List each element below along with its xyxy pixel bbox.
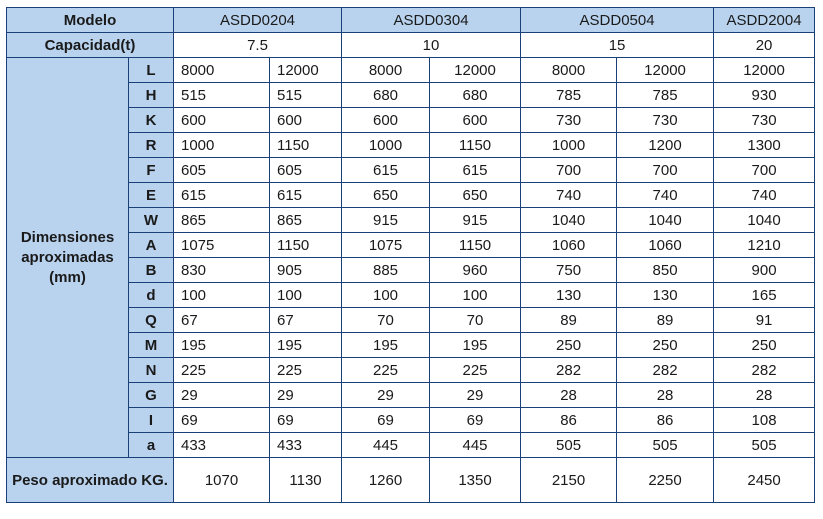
dimension-row <box>7 258 815 283</box>
weight-value-cell: 1350 <box>430 458 521 503</box>
dimension-value-cell: 600 <box>342 108 430 133</box>
dimension-value-cell: 600 <box>270 108 342 133</box>
dimension-value-cell: 1060 <box>521 233 617 258</box>
dimension-value-cell: 100 <box>270 283 342 308</box>
dimension-value-cell: 680 <box>430 83 521 108</box>
dimension-value-cell: 100 <box>430 283 521 308</box>
model-name-cell: ASDD2004 <box>714 8 815 33</box>
dimension-value-cell: 1150 <box>430 133 521 158</box>
dimension-parameter: d <box>129 283 174 308</box>
dimension-value-cell: 67 <box>270 308 342 333</box>
dimension-value-cell: 67 <box>174 308 270 333</box>
dimension-parameter: G <box>129 383 174 408</box>
dimension-parameter: F <box>129 158 174 183</box>
dimension-value-cell: 89 <box>521 308 617 333</box>
dimension-value-cell: 225 <box>342 358 430 383</box>
dimension-parameter: L <box>129 58 174 83</box>
dimension-value-cell: 70 <box>430 308 521 333</box>
dimension-row <box>7 358 815 383</box>
dimension-value-cell: 1150 <box>430 233 521 258</box>
dimension-value-cell: 29 <box>342 383 430 408</box>
dimension-value-cell: 930 <box>714 83 815 108</box>
weight-value-cell: 2450 <box>714 458 815 503</box>
dimension-value-cell: 8000 <box>521 58 617 83</box>
dimension-value-cell: 1075 <box>342 233 430 258</box>
dimension-value-cell: 445 <box>342 433 430 458</box>
dimension-parameter: B <box>129 258 174 283</box>
dimension-value-cell: 850 <box>617 258 714 283</box>
dimension-value-cell: 740 <box>714 183 815 208</box>
dimension-value-cell: 600 <box>174 108 270 133</box>
dimension-row <box>7 408 815 433</box>
dimension-value-cell: 433 <box>174 433 270 458</box>
dimension-parameter: I <box>129 408 174 433</box>
dimension-value-cell: 89 <box>617 308 714 333</box>
dimension-value-cell: 1040 <box>521 208 617 233</box>
dimension-value-cell: 70 <box>342 308 430 333</box>
dimension-value-cell: 960 <box>430 258 521 283</box>
weight-value-cell: 2150 <box>521 458 617 503</box>
dimension-value-cell: 445 <box>430 433 521 458</box>
dimension-value-cell: 740 <box>521 183 617 208</box>
dimension-value-cell: 1075 <box>174 233 270 258</box>
weight-value-cell: 2250 <box>617 458 714 503</box>
weight-row <box>7 458 815 503</box>
model-name-cell: ASDD0504 <box>521 8 714 33</box>
dimension-value-cell: 700 <box>521 158 617 183</box>
dimension-value-cell: 615 <box>174 183 270 208</box>
capacity-row <box>7 33 815 58</box>
dimension-value-cell: 225 <box>174 358 270 383</box>
dimension-value-cell: 750 <box>521 258 617 283</box>
dimension-row <box>7 383 815 408</box>
dimension-value-cell: 195 <box>270 333 342 358</box>
dimension-value-cell: 86 <box>617 408 714 433</box>
dimension-value-cell: 865 <box>174 208 270 233</box>
capacity-value-cell: 15 <box>521 33 714 58</box>
dimension-value-cell: 650 <box>342 183 430 208</box>
dimension-value-cell: 885 <box>342 258 430 283</box>
dimension-value-cell: 785 <box>617 83 714 108</box>
capacity-value-cell: 20 <box>714 33 815 58</box>
dimension-value-cell: 282 <box>714 358 815 383</box>
dimension-row <box>7 308 815 333</box>
dimension-value-cell: 700 <box>617 158 714 183</box>
dimension-value-cell: 195 <box>430 333 521 358</box>
dimension-value-cell: 730 <box>617 108 714 133</box>
dimension-value-cell: 282 <box>617 358 714 383</box>
dimension-value-cell: 282 <box>521 358 617 383</box>
capacity-header-label: Capacidad(t) <box>7 33 174 58</box>
dimension-row <box>7 333 815 358</box>
dimension-value-cell: 195 <box>342 333 430 358</box>
dimension-value-cell: 615 <box>430 158 521 183</box>
dimension-parameter: N <box>129 358 174 383</box>
dimension-value-cell: 505 <box>714 433 815 458</box>
dimension-value-cell: 250 <box>521 333 617 358</box>
model-name-cell: ASDD0304 <box>342 8 521 33</box>
dimension-value-cell: 505 <box>617 433 714 458</box>
dimension-value-cell: 225 <box>270 358 342 383</box>
dimension-value-cell: 86 <box>521 408 617 433</box>
dimension-value-cell: 69 <box>430 408 521 433</box>
dimension-row <box>7 208 815 233</box>
dimension-value-cell: 1040 <box>714 208 815 233</box>
dimension-row <box>7 133 815 158</box>
dimension-value-cell: 915 <box>342 208 430 233</box>
dimension-value-cell: 225 <box>430 358 521 383</box>
dimension-value-cell: 1060 <box>617 233 714 258</box>
dimension-value-cell: 515 <box>174 83 270 108</box>
dimension-value-cell: 650 <box>430 183 521 208</box>
dimension-value-cell: 615 <box>270 183 342 208</box>
dimension-value-cell: 740 <box>617 183 714 208</box>
model-name-cell: ASDD0204 <box>174 8 342 33</box>
dimension-parameter: W <box>129 208 174 233</box>
dimension-parameter: K <box>129 108 174 133</box>
dimension-value-cell: 1040 <box>617 208 714 233</box>
dimension-row <box>7 433 815 458</box>
dimension-value-cell: 29 <box>270 383 342 408</box>
capacity-value-cell: 7.5 <box>174 33 342 58</box>
dimension-value-cell: 12000 <box>617 58 714 83</box>
dimension-value-cell: 28 <box>714 383 815 408</box>
dimension-value-cell: 108 <box>714 408 815 433</box>
dimension-value-cell: 130 <box>521 283 617 308</box>
dimension-value-cell: 29 <box>174 383 270 408</box>
dimension-value-cell: 28 <box>521 383 617 408</box>
dimension-row <box>7 58 815 83</box>
dimension-value-cell: 1210 <box>714 233 815 258</box>
dimension-row <box>7 183 815 208</box>
dimension-value-cell: 605 <box>270 158 342 183</box>
dimension-value-cell: 1200 <box>617 133 714 158</box>
dimension-row <box>7 158 815 183</box>
dimension-value-cell: 700 <box>714 158 815 183</box>
dimension-parameter: H <box>129 83 174 108</box>
dimension-value-cell: 615 <box>342 158 430 183</box>
dimension-value-cell: 605 <box>174 158 270 183</box>
dimension-value-cell: 915 <box>430 208 521 233</box>
dimension-value-cell: 250 <box>714 333 815 358</box>
specification-table <box>6 7 815 503</box>
dimension-value-cell: 8000 <box>174 58 270 83</box>
dimension-value-cell: 91 <box>714 308 815 333</box>
dimension-value-cell: 515 <box>270 83 342 108</box>
dimensions-label: Dimensiones aproximadas (mm) <box>7 58 129 458</box>
dimension-parameter: E <box>129 183 174 208</box>
dimension-value-cell: 69 <box>342 408 430 433</box>
dimension-value-cell: 12000 <box>714 58 815 83</box>
dimension-value-cell: 12000 <box>270 58 342 83</box>
dimension-value-cell: 433 <box>270 433 342 458</box>
dimension-value-cell: 785 <box>521 83 617 108</box>
weight-value-cell: 1070 <box>174 458 270 503</box>
dimension-value-cell: 505 <box>521 433 617 458</box>
dimension-value-cell: 905 <box>270 258 342 283</box>
dimension-value-cell: 865 <box>270 208 342 233</box>
dimension-parameter: R <box>129 133 174 158</box>
dimension-value-cell: 12000 <box>430 58 521 83</box>
dimension-value-cell: 1150 <box>270 133 342 158</box>
dimension-value-cell: 730 <box>521 108 617 133</box>
model-row <box>7 8 815 33</box>
dimension-value-cell: 600 <box>430 108 521 133</box>
dimension-value-cell: 69 <box>270 408 342 433</box>
dimension-value-cell: 900 <box>714 258 815 283</box>
dimension-row <box>7 83 815 108</box>
weight-label: Peso aproximado KG. <box>7 458 174 503</box>
model-header-label: Modelo <box>7 8 174 33</box>
dimension-value-cell: 1150 <box>270 233 342 258</box>
dimension-value-cell: 1300 <box>714 133 815 158</box>
dimension-value-cell: 1000 <box>174 133 270 158</box>
dimension-value-cell: 1000 <box>521 133 617 158</box>
dimension-value-cell: 29 <box>430 383 521 408</box>
dimension-row <box>7 283 815 308</box>
dimension-value-cell: 69 <box>174 408 270 433</box>
dimension-value-cell: 1000 <box>342 133 430 158</box>
dimension-value-cell: 730 <box>714 108 815 133</box>
dimension-value-cell: 165 <box>714 283 815 308</box>
weight-value-cell: 1130 <box>270 458 342 503</box>
dimension-parameter: a <box>129 433 174 458</box>
dimension-value-cell: 8000 <box>342 58 430 83</box>
dimension-row <box>7 108 815 133</box>
dimension-value-cell: 250 <box>617 333 714 358</box>
capacity-value-cell: 10 <box>342 33 521 58</box>
dimension-value-cell: 830 <box>174 258 270 283</box>
dimension-parameter: Q <box>129 308 174 333</box>
dimension-parameter: A <box>129 233 174 258</box>
dimension-value-cell: 130 <box>617 283 714 308</box>
dimension-value-cell: 195 <box>174 333 270 358</box>
dimension-value-cell: 100 <box>174 283 270 308</box>
dimension-value-cell: 100 <box>342 283 430 308</box>
dimension-parameter: M <box>129 333 174 358</box>
dimension-value-cell: 680 <box>342 83 430 108</box>
dimension-value-cell: 28 <box>617 383 714 408</box>
dimension-row <box>7 233 815 258</box>
weight-value-cell: 1260 <box>342 458 430 503</box>
